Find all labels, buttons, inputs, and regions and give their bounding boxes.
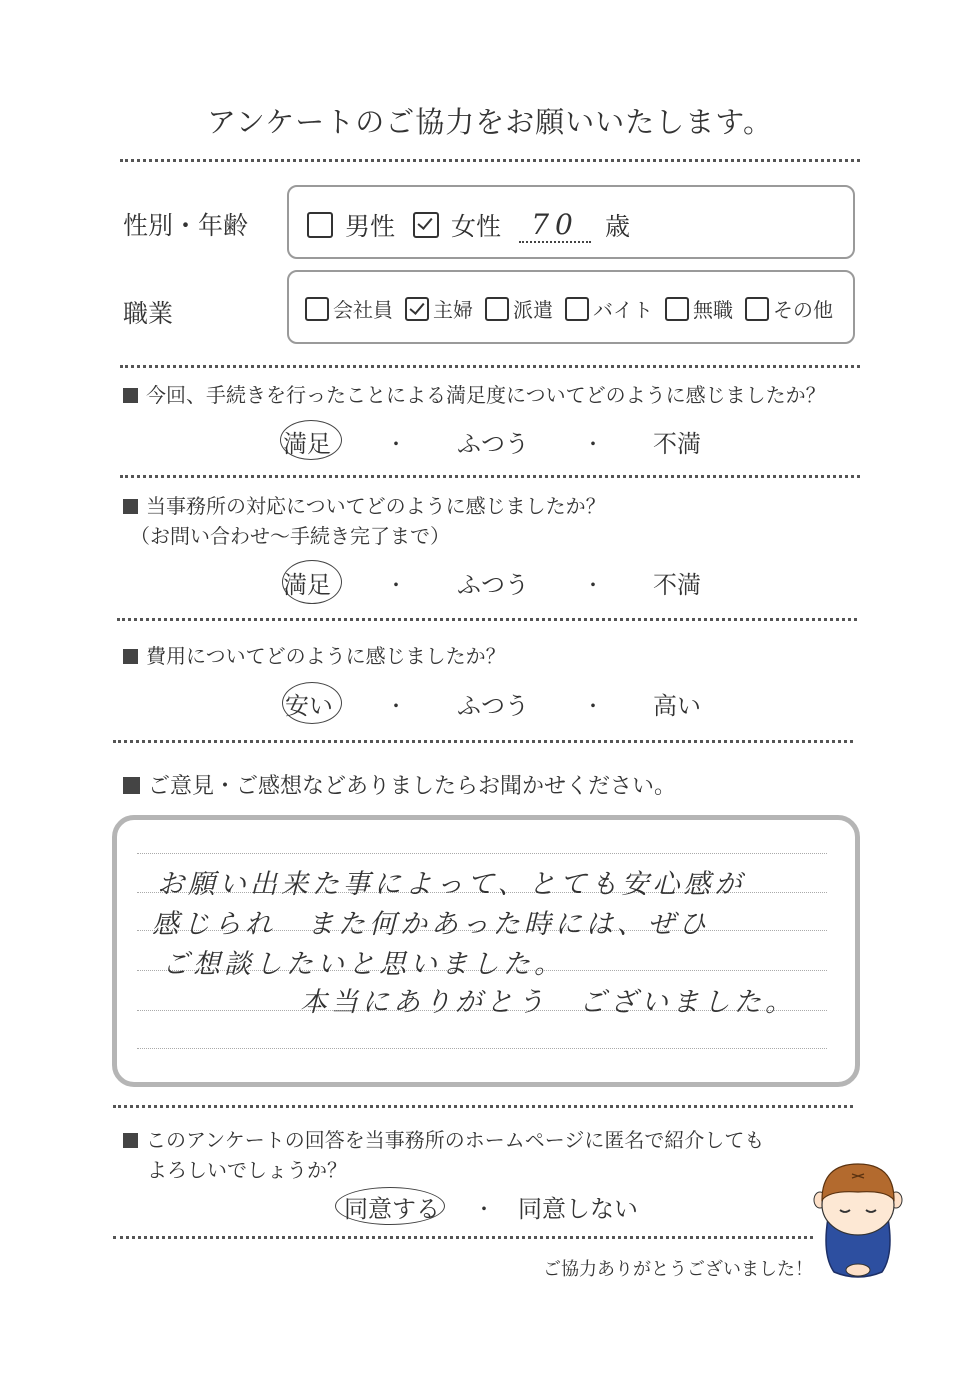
occupation-option[interactable] bbox=[485, 294, 553, 323]
q2-option-2[interactable]: ふつう bbox=[457, 571, 529, 599]
occupation-checkbox[interactable] bbox=[565, 297, 589, 321]
female-label: 女性 bbox=[451, 212, 502, 241]
bullet-square-icon bbox=[123, 388, 138, 403]
occupation-option-label: 派遣 bbox=[513, 298, 553, 322]
occupation-option-label: 会社員 bbox=[333, 298, 393, 322]
q3-option-3[interactable]: 高い bbox=[653, 692, 701, 720]
separator: ・ bbox=[583, 432, 603, 456]
q3-option-2[interactable]: ふつう bbox=[457, 692, 529, 720]
question-2-subtext: （お問い合わせ〜手続き完了まで） bbox=[130, 524, 450, 548]
occupation-box bbox=[287, 270, 855, 344]
separator: ・ bbox=[583, 573, 603, 597]
gender-age-label: 性別・年齢 bbox=[123, 211, 249, 240]
occupation-checkbox[interactable] bbox=[305, 297, 329, 321]
occupation-option[interactable] bbox=[565, 294, 653, 323]
q1-option-3[interactable]: 不満 bbox=[653, 430, 701, 458]
divider bbox=[117, 618, 857, 621]
occupation-checkbox[interactable] bbox=[745, 297, 769, 321]
q2-option-1[interactable]: 満足 bbox=[283, 571, 331, 599]
divider bbox=[120, 159, 860, 162]
occupation-checkbox[interactable] bbox=[665, 297, 689, 321]
occupation-option[interactable] bbox=[745, 294, 833, 323]
bullet-square-icon bbox=[123, 499, 138, 514]
occupation-option-label: その他 bbox=[773, 298, 833, 322]
occupation-checkbox[interactable] bbox=[485, 297, 509, 321]
q1-option-2[interactable]: ふつう bbox=[457, 430, 529, 458]
divider bbox=[120, 475, 860, 478]
question-2: 当事務所の対応についてどのように感じましたか？ bbox=[123, 490, 606, 519]
bullet-square-icon bbox=[123, 649, 138, 664]
question-1: 今回、手続きを行ったことによる満足度についてどのように感じましたか？ bbox=[123, 379, 826, 408]
comment-box[interactable] bbox=[112, 815, 860, 1087]
comment-line-1: お願い出来た事によって、とても安心感が bbox=[157, 869, 746, 900]
occupation-option-label: 無職 bbox=[693, 298, 733, 322]
divider bbox=[113, 740, 853, 743]
question-4: ご意見・ご感想などありましたらお聞かせください。 bbox=[123, 769, 676, 800]
bullet-square-icon bbox=[123, 777, 140, 794]
survey-title: アンケートのご協力をお願いいたします。 bbox=[207, 105, 773, 139]
divider bbox=[120, 365, 860, 368]
question-3: 費用についてどのように感じましたか？ bbox=[123, 640, 506, 669]
male-checkbox[interactable] bbox=[307, 212, 333, 238]
bowing-mascot-icon bbox=[808, 1160, 908, 1282]
occupation-option[interactable] bbox=[305, 294, 393, 323]
separator: ・ bbox=[386, 432, 406, 456]
age-unit: 歳 bbox=[605, 212, 631, 241]
separator: ・ bbox=[386, 573, 406, 597]
divider bbox=[113, 1236, 813, 1239]
male-label: 男性 bbox=[345, 212, 396, 241]
occupation-checkbox[interactable] bbox=[405, 297, 429, 321]
occupation-option-label: 主婦 bbox=[433, 298, 473, 322]
female-checkbox[interactable] bbox=[413, 212, 439, 238]
q5-option-2[interactable]: 同意しない bbox=[518, 1195, 638, 1223]
q1-option-1[interactable]: 満足 bbox=[283, 430, 331, 458]
occupation-option[interactable] bbox=[665, 294, 733, 323]
divider bbox=[113, 1105, 853, 1108]
occupation-label: 職業 bbox=[123, 299, 174, 328]
separator: ・ bbox=[386, 694, 406, 718]
occupation-option[interactable] bbox=[405, 294, 473, 323]
separator: ・ bbox=[583, 694, 603, 718]
separator: ・ bbox=[474, 1197, 494, 1221]
age-value: 70 bbox=[519, 208, 591, 243]
footer-thanks: ご協力ありがとうございました！ bbox=[543, 1259, 813, 1280]
question-5: このアンケートの回答を当事務所のホームページに匿名で紹介しても bbox=[123, 1124, 764, 1153]
gender-age-box bbox=[287, 185, 855, 259]
occupation-option-label: バイト bbox=[593, 298, 653, 322]
q2-option-3[interactable]: 不満 bbox=[653, 571, 701, 599]
comment-line-2: 感じられ また何かあった時には、ぜひ bbox=[152, 909, 710, 940]
q5-option-1[interactable]: 同意する bbox=[344, 1195, 440, 1223]
comment-line-4: 本当にありがとう ございました。 bbox=[300, 987, 796, 1018]
question-5-line-2: よろしいでしょうか？ bbox=[147, 1158, 347, 1182]
comment-line-3: ご想談したいと思いました。 bbox=[162, 949, 565, 980]
bullet-square-icon bbox=[123, 1133, 138, 1148]
q3-option-1[interactable]: 安い bbox=[285, 692, 333, 720]
